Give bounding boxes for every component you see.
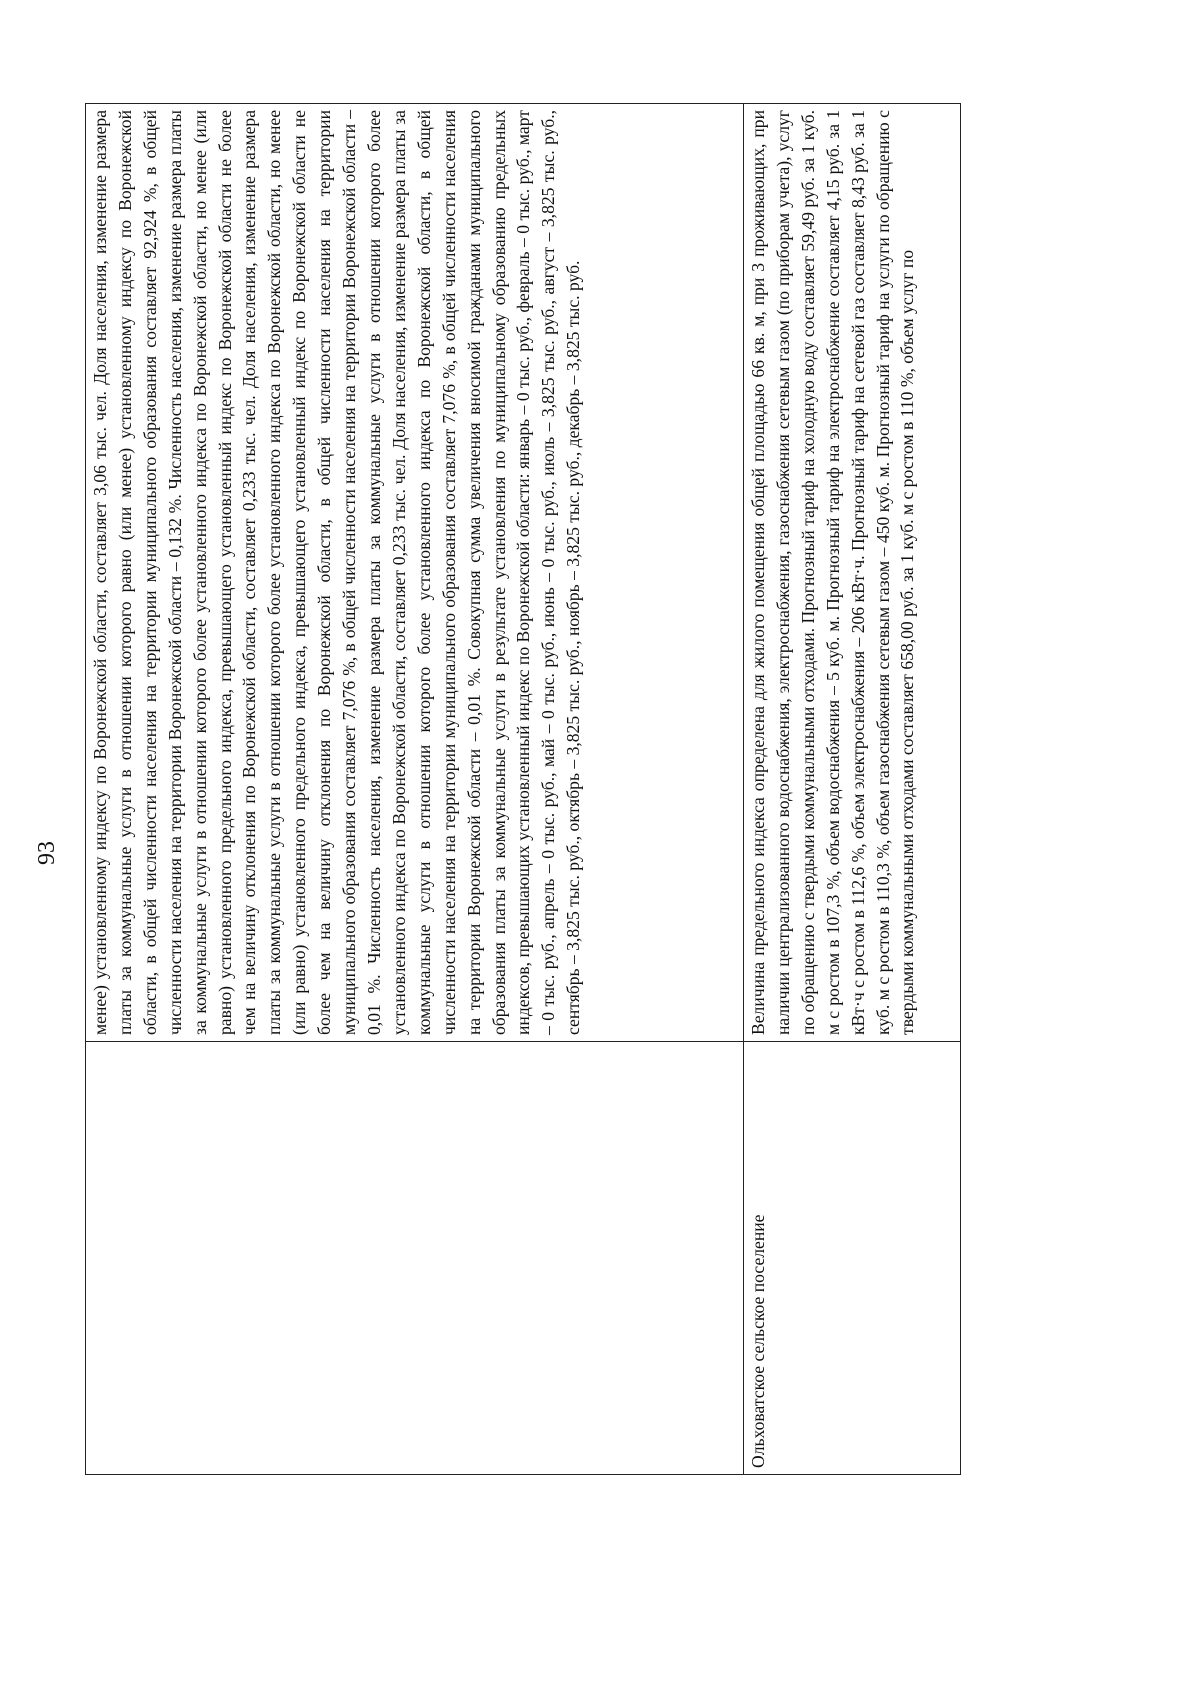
data-table bbox=[85, 103, 961, 1475]
municipality-cell bbox=[744, 1042, 961, 1475]
description-text: Величина предельного индекса определена для жилого помещения общей площадью 66 кв. м, при 3 проживающих, при наличии централизованного водоснабжения, электроснабжения, газоснабжения сетевым газом (по приборам учета), услуг по обращению с твердыми коммунальными отходами. Прогнозный тариф на холодную воду составляет 59,49 руб. за 1 куб. м с ростом в 107,3 %, объем водоснабжения – 5 куб. м. Прогнозный тариф на электроснабжение составляет 4,15 руб. за 1 кВт·ч с ростом в 112,6 %, объем электроснабжения – 206 кВт·ч. Прогнозный тариф на сетевой газ составляет 8,43 руб. за 1 куб. м с ростом в 110,3 %, объем газоснабжения сетевым газом – 450 куб. м. Прогнозный тариф на услуги по обращению с твердыми коммунальными отходами составляет 658,00 руб. за 1 куб. м с ростом в 110 %, объем услуг по bbox=[748, 110, 918, 1035]
page-number: 93 bbox=[34, 841, 60, 865]
table-row bbox=[744, 104, 961, 1475]
description-cell bbox=[744, 104, 961, 1042]
table-row bbox=[86, 104, 744, 1475]
description-text: менее) установленному индексу по Воронежской области, составляет 3,06 тыс. чел. Доля населения, изменение размера платы за коммунальные услуги в отношении которого равно (или менее) установленному индексу по Воронежской области, в общей численности населения на территории муниципального образования составляет 92,924 %, в общей численности населения на территории Воронежской области – 0,132 %. Численность населения, изменение размера платы за коммунальные услуги в отношении которого более установленного индекса по Воронежской области, но менее (или равно) установленного предельного индекса, превышающего установленный индекс по Воронежской области не более чем на величину отклонения по Воронежской области, составляет 0,233 тыс. чел. Доля населения, изменение размера платы за коммунальные услуги в отношении которого более установленного индекса по Воронежской области, но менее (или равно) установленного предельного индекса, превышающего установленный индекс по Воронежской области не более чем на величину отклонения по Воронежской области, в общей численности населения на территории муниципального образования составляет 7,076 %, в общей численности населения на территории Воронежской области – 0,01 %. Численность населения, изменение размера платы за коммунальные услуги в отношении которого более установленного индекса по Воронежской области, составляет 0,233 тыс. чел. Доля населения, изменение размера платы за коммунальные услуги в отношении которого более установленного индекса по Воронежской области, в общей численности населения на территории муниципального образования составляет 7,076 %, в общей численности населения на территории Воронежской области – 0,01 %. Совокупная сумма увеличения вносимой гражданами муниципального образования платы за коммунальные услуги в результате установления по муниципальному образованию предельных индексов, превышающих установленный индекс по Воронежской области: январь – 0 тыс. руб., февраль – 0 тыс. руб., март – 0 тыс. руб., апрель – 0 тыс. руб., май – 0 тыс. руб., июнь – 0 тыс. руб., июль – 3,825 тыс. руб., август – 3,825 тыс. руб., сентябрь – 3,825 тыс. руб., октябрь – 3,825 тыс. руб., ноябрь – 3,825 тыс. руб., декабрь – 3,825 тыс. руб. bbox=[90, 110, 584, 1035]
municipality-cell bbox=[86, 1042, 744, 1475]
description-cell bbox=[86, 104, 744, 1042]
municipality-name: Ольховатское сельское поселение bbox=[748, 1214, 768, 1468]
